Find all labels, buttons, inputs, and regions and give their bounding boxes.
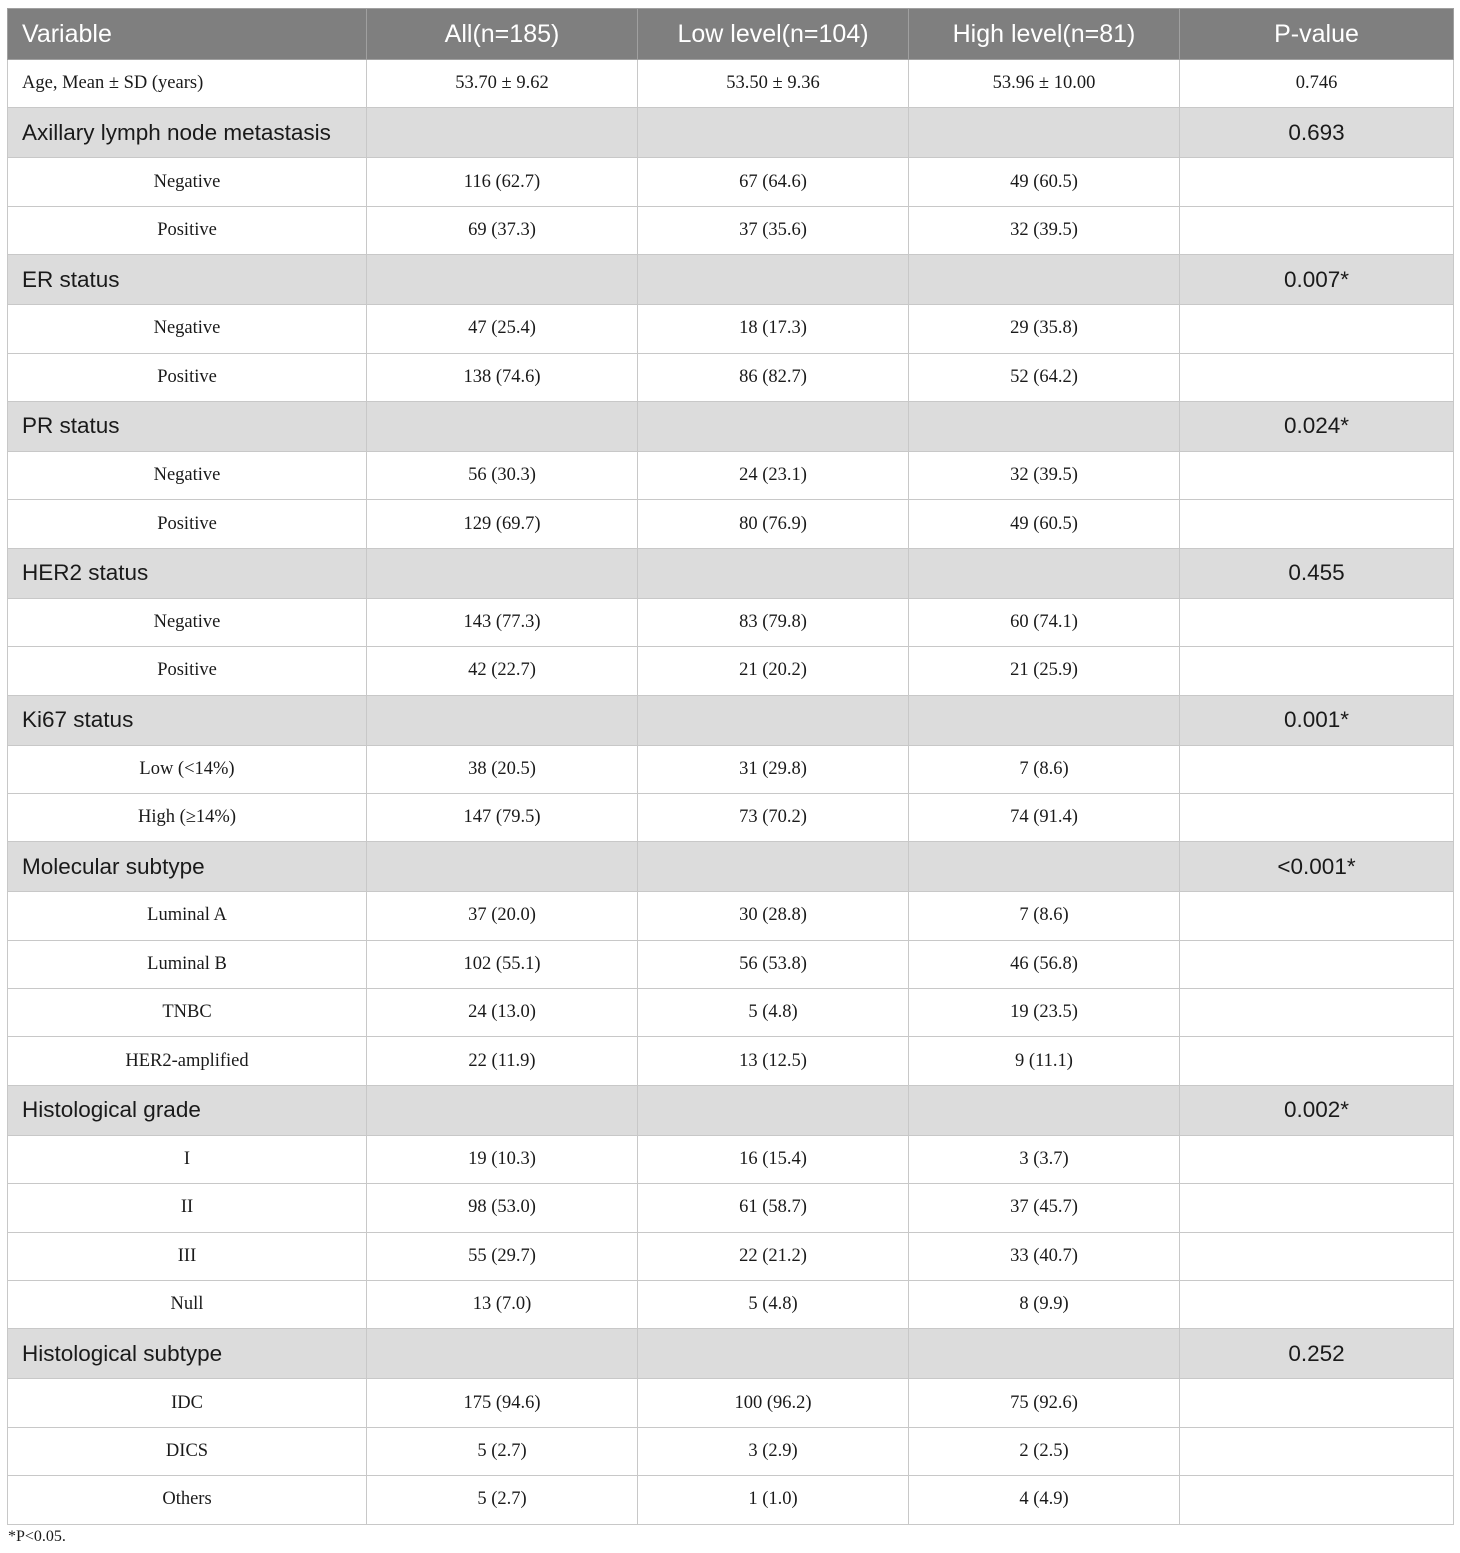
cell-low-level: 13 (12.5)	[638, 1037, 909, 1085]
cell-p-value	[1180, 940, 1454, 988]
cell-low-level: 30 (28.8)	[638, 892, 909, 940]
cell-p-value	[1180, 158, 1454, 206]
row-label: Luminal A	[8, 892, 367, 940]
cell-high-level: 7 (8.6)	[909, 745, 1180, 793]
cell-p-value	[1180, 305, 1454, 353]
row-label: Age, Mean ± SD (years)	[8, 60, 367, 108]
row-label: I	[8, 1135, 367, 1183]
cell-low-level: 24 (23.1)	[638, 451, 909, 499]
cell-high-level: 49 (60.5)	[909, 500, 1180, 548]
group-label: HER2 status	[8, 548, 367, 598]
group-p-value: 0.252	[1180, 1329, 1454, 1379]
cell-high-level: 8 (9.9)	[909, 1281, 1180, 1329]
group-label: ER status	[8, 255, 367, 305]
row-label: Positive	[8, 206, 367, 254]
cell-low-level: 53.50 ± 9.36	[638, 60, 909, 108]
cell-p-value	[1180, 1281, 1454, 1329]
table-footnote: *P<0.05.	[8, 1528, 66, 1545]
table-container	[7, 8, 1453, 1525]
cell-high-level: 19 (23.5)	[909, 989, 1180, 1037]
group-header-row	[8, 1085, 1454, 1135]
cell-low-level: 37 (35.6)	[638, 206, 909, 254]
group-label: PR status	[8, 401, 367, 451]
group-empty-cell	[367, 108, 638, 158]
cell-low-level: 16 (15.4)	[638, 1135, 909, 1183]
row-label: Negative	[8, 598, 367, 646]
cell-high-level: 52 (64.2)	[909, 353, 1180, 401]
cell-low-level: 21 (20.2)	[638, 647, 909, 695]
table-row	[8, 1379, 1454, 1427]
cell-all: 102 (55.1)	[367, 940, 638, 988]
cell-all: 116 (62.7)	[367, 158, 638, 206]
cell-p-value	[1180, 892, 1454, 940]
group-header-row	[8, 695, 1454, 745]
cell-high-level: 9 (11.1)	[909, 1037, 1180, 1085]
row-label: TNBC	[8, 989, 367, 1037]
cell-p-value	[1180, 1379, 1454, 1427]
cell-p-value	[1180, 598, 1454, 646]
group-empty-cell	[367, 255, 638, 305]
group-empty-cell	[638, 1085, 909, 1135]
cell-all: 98 (53.0)	[367, 1184, 638, 1232]
cell-p-value	[1180, 1135, 1454, 1183]
group-empty-cell	[638, 255, 909, 305]
row-label: Others	[8, 1476, 367, 1524]
cell-low-level: 3 (2.9)	[638, 1427, 909, 1475]
table-row	[8, 598, 1454, 646]
cell-low-level: 86 (82.7)	[638, 353, 909, 401]
group-empty-cell	[367, 1329, 638, 1379]
table-row	[8, 158, 1454, 206]
row-label: Negative	[8, 305, 367, 353]
table-row	[8, 1281, 1454, 1329]
cell-high-level: 4 (4.9)	[909, 1476, 1180, 1524]
cell-low-level: 31 (29.8)	[638, 745, 909, 793]
group-empty-cell	[367, 401, 638, 451]
row-label: HER2-amplified	[8, 1037, 367, 1085]
header-p-value: P-value	[1180, 9, 1454, 60]
cell-p-value	[1180, 1476, 1454, 1524]
row-label: IDC	[8, 1379, 367, 1427]
cell-high-level: 75 (92.6)	[909, 1379, 1180, 1427]
group-p-value: 0.024*	[1180, 401, 1454, 451]
group-label: Histological grade	[8, 1085, 367, 1135]
row-label: Null	[8, 1281, 367, 1329]
cell-all: 47 (25.4)	[367, 305, 638, 353]
cell-all: 56 (30.3)	[367, 451, 638, 499]
group-empty-cell	[909, 842, 1180, 892]
cell-all: 42 (22.7)	[367, 647, 638, 695]
cell-high-level: 46 (56.8)	[909, 940, 1180, 988]
cell-high-level: 3 (3.7)	[909, 1135, 1180, 1183]
group-empty-cell	[638, 1329, 909, 1379]
group-label: Histological subtype	[8, 1329, 367, 1379]
group-empty-cell	[638, 548, 909, 598]
group-empty-cell	[909, 548, 1180, 598]
cell-p-value	[1180, 1037, 1454, 1085]
cell-high-level: 21 (25.9)	[909, 647, 1180, 695]
group-empty-cell	[638, 401, 909, 451]
cell-low-level: 73 (70.2)	[638, 793, 909, 841]
cell-low-level: 56 (53.8)	[638, 940, 909, 988]
cell-all: 22 (11.9)	[367, 1037, 638, 1085]
group-header-row	[8, 108, 1454, 158]
group-header-row	[8, 255, 1454, 305]
cell-all: 13 (7.0)	[367, 1281, 638, 1329]
group-empty-cell	[638, 108, 909, 158]
cell-high-level: 2 (2.5)	[909, 1427, 1180, 1475]
table-header	[8, 9, 1454, 60]
cell-high-level: 7 (8.6)	[909, 892, 1180, 940]
row-label: Negative	[8, 451, 367, 499]
cell-high-level: 32 (39.5)	[909, 206, 1180, 254]
group-empty-cell	[638, 695, 909, 745]
group-header-row	[8, 401, 1454, 451]
table-row	[8, 305, 1454, 353]
cell-all: 143 (77.3)	[367, 598, 638, 646]
cell-low-level: 80 (76.9)	[638, 500, 909, 548]
cell-high-level: 74 (91.4)	[909, 793, 1180, 841]
cell-all: 175 (94.6)	[367, 1379, 638, 1427]
header-variable: Variable	[8, 9, 367, 60]
group-empty-cell	[909, 401, 1180, 451]
group-empty-cell	[638, 842, 909, 892]
cell-p-value	[1180, 793, 1454, 841]
group-p-value: 0.693	[1180, 108, 1454, 158]
row-label: Positive	[8, 500, 367, 548]
table-row	[8, 1184, 1454, 1232]
cell-p-value: 0.746	[1180, 60, 1454, 108]
group-empty-cell	[367, 695, 638, 745]
cell-p-value	[1180, 745, 1454, 793]
table-row	[8, 1476, 1454, 1524]
group-p-value: 0.002*	[1180, 1085, 1454, 1135]
table-row	[8, 451, 1454, 499]
cell-all: 55 (29.7)	[367, 1232, 638, 1280]
table-row	[8, 500, 1454, 548]
group-header-row	[8, 548, 1454, 598]
cell-p-value	[1180, 989, 1454, 1037]
group-label: Molecular subtype	[8, 842, 367, 892]
table-row	[8, 989, 1454, 1037]
row-label: II	[8, 1184, 367, 1232]
group-p-value: <0.001*	[1180, 842, 1454, 892]
cell-all: 53.70 ± 9.62	[367, 60, 638, 108]
row-label: Low (<14%)	[8, 745, 367, 793]
cell-low-level: 5 (4.8)	[638, 1281, 909, 1329]
group-empty-cell	[367, 842, 638, 892]
table-row	[8, 745, 1454, 793]
cell-low-level: 1 (1.0)	[638, 1476, 909, 1524]
cell-p-value	[1180, 1427, 1454, 1475]
cell-high-level: 32 (39.5)	[909, 451, 1180, 499]
group-empty-cell	[909, 1329, 1180, 1379]
cell-p-value	[1180, 1184, 1454, 1232]
group-p-value: 0.007*	[1180, 255, 1454, 305]
cell-low-level: 67 (64.6)	[638, 158, 909, 206]
group-p-value: 0.001*	[1180, 695, 1454, 745]
group-empty-cell	[367, 1085, 638, 1135]
cell-high-level: 29 (35.8)	[909, 305, 1180, 353]
cell-all: 147 (79.5)	[367, 793, 638, 841]
row-label: Luminal B	[8, 940, 367, 988]
clinical-characteristics-table	[7, 8, 1454, 1525]
table-body	[8, 60, 1454, 1525]
group-empty-cell	[909, 108, 1180, 158]
table-row	[8, 1037, 1454, 1085]
cell-high-level: 37 (45.7)	[909, 1184, 1180, 1232]
group-label: Ki67 status	[8, 695, 367, 745]
table-row	[8, 60, 1454, 108]
cell-all: 129 (69.7)	[367, 500, 638, 548]
cell-all: 5 (2.7)	[367, 1427, 638, 1475]
header-row	[8, 9, 1454, 60]
row-label: III	[8, 1232, 367, 1280]
cell-low-level: 5 (4.8)	[638, 989, 909, 1037]
cell-high-level: 60 (74.1)	[909, 598, 1180, 646]
group-empty-cell	[909, 255, 1180, 305]
table-row	[8, 206, 1454, 254]
group-empty-cell	[367, 548, 638, 598]
cell-low-level: 61 (58.7)	[638, 1184, 909, 1232]
header-all: All(n=185)	[367, 9, 638, 60]
cell-all: 37 (20.0)	[367, 892, 638, 940]
table-row	[8, 1427, 1454, 1475]
cell-p-value	[1180, 206, 1454, 254]
cell-p-value	[1180, 500, 1454, 548]
table-row	[8, 1232, 1454, 1280]
cell-high-level: 33 (40.7)	[909, 1232, 1180, 1280]
cell-p-value	[1180, 353, 1454, 401]
cell-p-value	[1180, 451, 1454, 499]
cell-low-level: 100 (96.2)	[638, 1379, 909, 1427]
row-label: DICS	[8, 1427, 367, 1475]
cell-all: 69 (37.3)	[367, 206, 638, 254]
cell-all: 138 (74.6)	[367, 353, 638, 401]
group-p-value: 0.455	[1180, 548, 1454, 598]
row-label: High (≥14%)	[8, 793, 367, 841]
cell-low-level: 18 (17.3)	[638, 305, 909, 353]
cell-low-level: 83 (79.8)	[638, 598, 909, 646]
table-row	[8, 940, 1454, 988]
cell-all: 24 (13.0)	[367, 989, 638, 1037]
row-label: Negative	[8, 158, 367, 206]
group-empty-cell	[909, 695, 1180, 745]
table-row	[8, 793, 1454, 841]
cell-all: 19 (10.3)	[367, 1135, 638, 1183]
table-row	[8, 1135, 1454, 1183]
group-label: Axillary lymph node metastasis	[8, 108, 367, 158]
table-row	[8, 647, 1454, 695]
cell-all: 38 (20.5)	[367, 745, 638, 793]
cell-low-level: 22 (21.2)	[638, 1232, 909, 1280]
table-row	[8, 892, 1454, 940]
cell-p-value	[1180, 647, 1454, 695]
header-high-level: High level(n=81)	[909, 9, 1180, 60]
cell-high-level: 53.96 ± 10.00	[909, 60, 1180, 108]
cell-p-value	[1180, 1232, 1454, 1280]
row-label: Positive	[8, 353, 367, 401]
group-header-row	[8, 1329, 1454, 1379]
group-header-row	[8, 842, 1454, 892]
group-empty-cell	[909, 1085, 1180, 1135]
row-label: Positive	[8, 647, 367, 695]
table-row	[8, 353, 1454, 401]
cell-high-level: 49 (60.5)	[909, 158, 1180, 206]
cell-all: 5 (2.7)	[367, 1476, 638, 1524]
header-low-level: Low level(n=104)	[638, 9, 909, 60]
